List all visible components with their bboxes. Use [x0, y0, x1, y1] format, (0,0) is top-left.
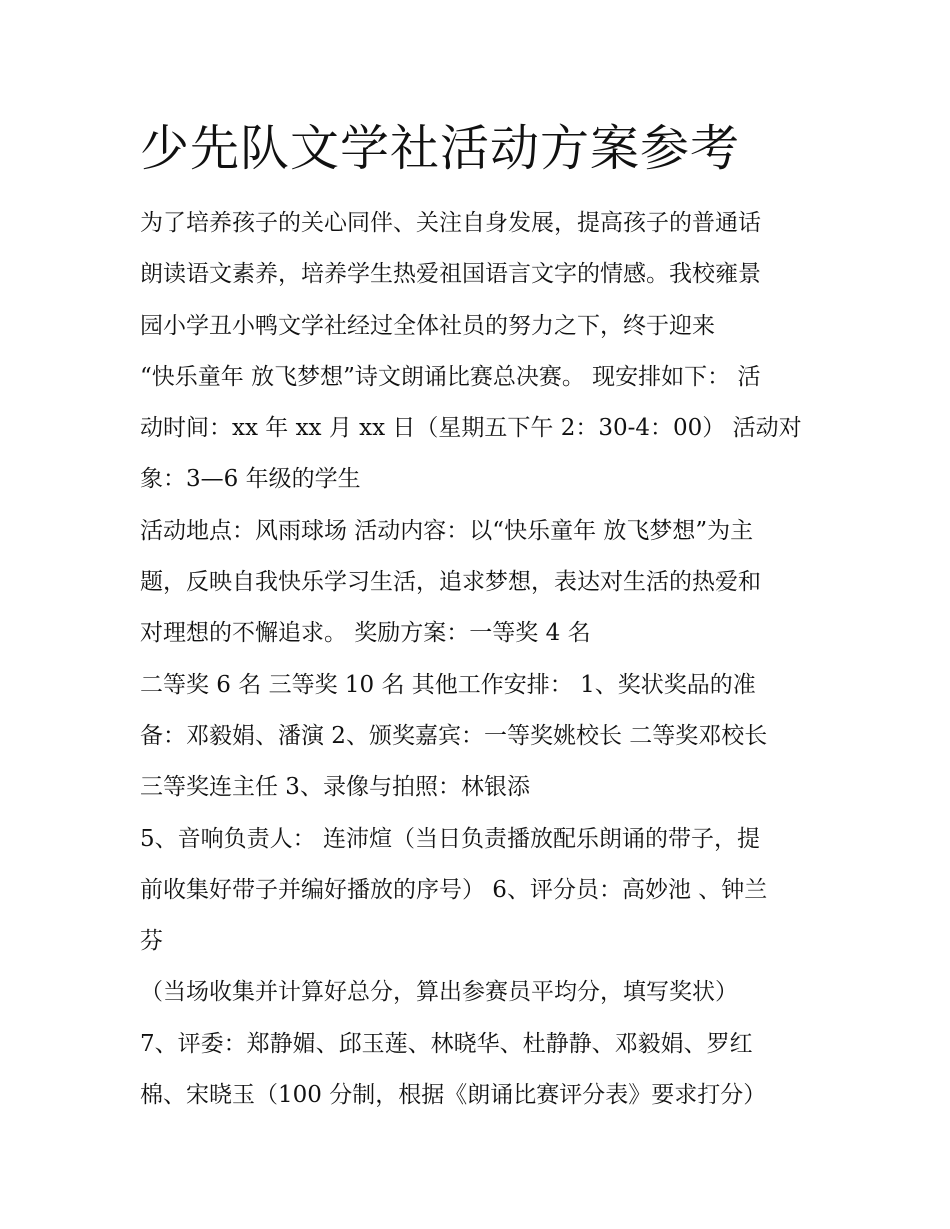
- body-line: 对理想的不懈追求。 奖励方案：一等奖 4 名: [140, 620, 591, 647]
- body-line: 前收集好带子并编好播放的序号） 6、评分员：高妙池 、钟兰: [140, 876, 768, 903]
- body-line: 棉、宋晓玉（100 分制，根据《朗诵比赛评分表》要求打分）: [140, 1082, 767, 1109]
- body-line: “快乐童年 放飞梦想”诗文朗诵比赛总决赛。 现安排如下： 活: [140, 363, 761, 390]
- body-line: 园小学丑小鸭文学社经过全体社员的努力之下，终于迎来: [140, 312, 715, 339]
- body-line: 5、音响负责人： 连沛煊（当日负责播放配乐朗诵的带子，提: [140, 825, 760, 852]
- body-line: 芬: [140, 928, 163, 955]
- body-line: （当场收集并计算好总分，算出参赛员平均分，填写奖状）: [140, 979, 738, 1006]
- body-line: 为了培养孩子的关心同伴、关注自身发展，提高孩子的普通话: [140, 210, 761, 236]
- body-line: 7、评委：郑静媚、邱玉莲、林晓华、杜静静、邓毅娟、罗红: [140, 1030, 753, 1057]
- body-line: 题，反映自我快乐学习生活，追求梦想，表达对生活的热爱和: [140, 569, 761, 596]
- document-title: 少先队文学社活动方案参考: [140, 120, 741, 177]
- body-line: 活动地点：风雨球场 活动内容：以“快乐童年 放飞梦想”为主: [140, 517, 754, 544]
- body-line: 二等奖 6 名 三等奖 10 名 其他工作安排： 1、奖状奖品的准: [140, 671, 756, 698]
- body-line: 动时间：xx 年 xx 月 xx 日（星期五下午 2：30-4：00） 活动对: [140, 415, 802, 442]
- document-body: [140, 198, 820, 1121]
- body-line: 三等奖连主任 3、录像与拍照：林银添: [140, 774, 530, 801]
- body-line: 备：邓毅娟、潘演 2、颁奖嘉宾：一等奖姚校长 二等奖邓校长: [140, 722, 768, 749]
- body-line: 象：3—6 年级的学生: [140, 466, 361, 493]
- body-line: 朗读语文素养，培养学生热爱祖国语言文字的情感。我校雍景: [140, 261, 761, 288]
